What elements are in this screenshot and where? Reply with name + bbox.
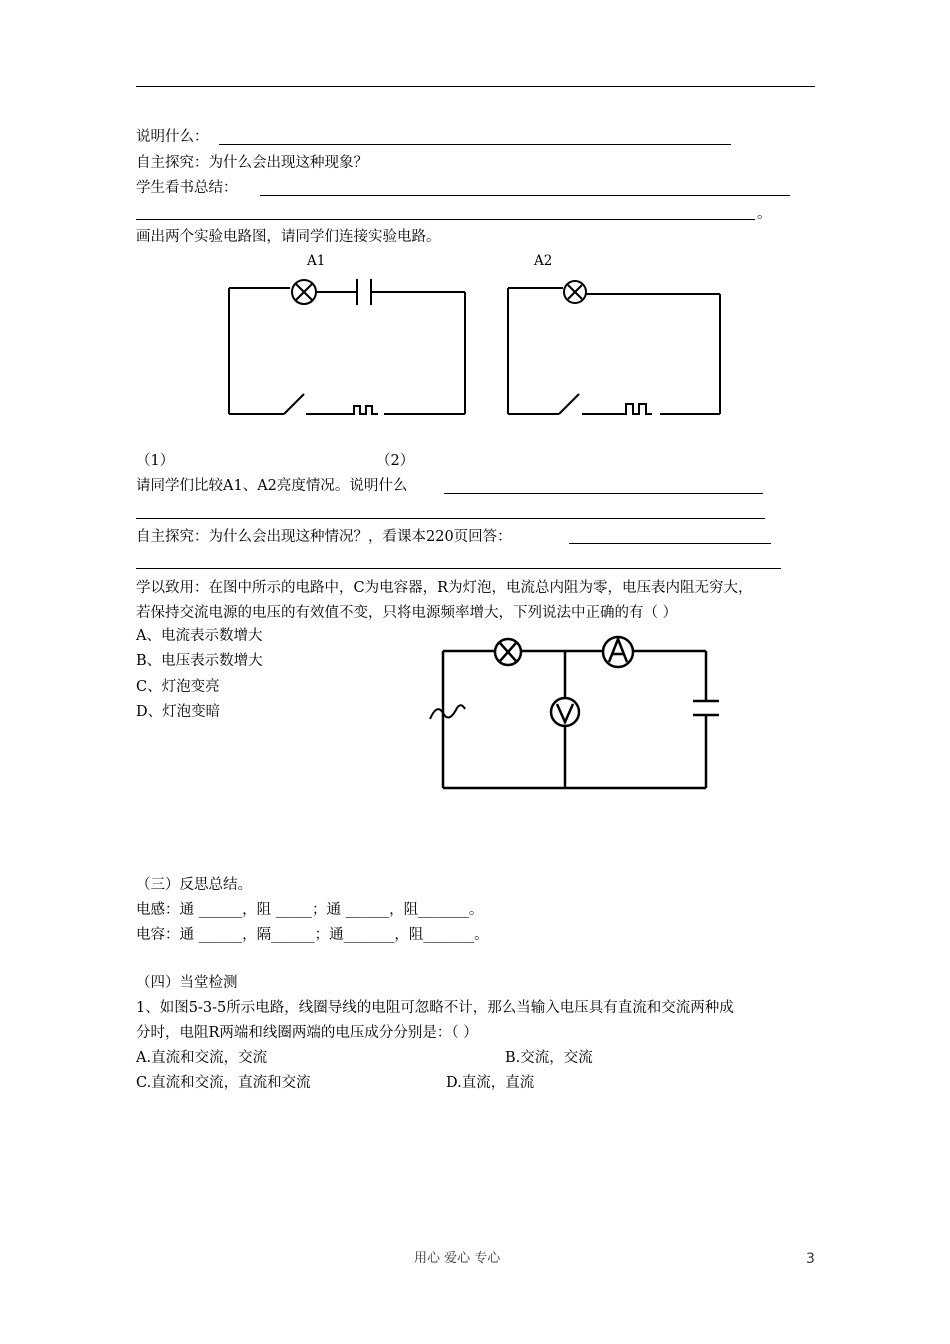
option-b: B、电压表示数增大 xyxy=(136,653,263,669)
text-line: 自主探究：为什么会出现这种情况？，看课本220页回答： xyxy=(136,529,512,545)
section-title: （三）反思总结。 xyxy=(136,877,252,893)
text-line: 说明什么： xyxy=(136,129,209,145)
text-line: 画出两个实验电路图，请同学们连接实验电路。 xyxy=(136,229,441,245)
option-d: D.直流，直流 xyxy=(446,1075,535,1091)
text-line: 学以致用：在图中所示的电路中，C为电容器，R为灯泡，电流总内阻为零，电压表内阻无穷大， xyxy=(136,580,753,596)
section-title: （四）当堂检测 xyxy=(136,975,238,991)
option-b: B.交流，交流 xyxy=(505,1050,593,1066)
option-a: A.直流和交流，交流 xyxy=(136,1050,268,1066)
text-line: 自主探究：为什么会出现这种现象？ xyxy=(136,155,368,171)
option-c: C、灯泡变亮 xyxy=(136,679,220,695)
option-c: C.直流和交流，直流和交流 xyxy=(136,1075,311,1091)
option-a: A、电流表示数增大 xyxy=(136,628,263,644)
page-number: 3 xyxy=(806,1251,815,1267)
text-line: 学生看书总结： xyxy=(136,180,238,196)
text-line: 请同学们比较A1、A2亮度情况。说明什么 xyxy=(136,478,408,494)
option-d: D、灯泡变暗 xyxy=(136,704,221,720)
ac-source-icon xyxy=(430,705,465,719)
text-line: 电容：通 ______，隔______；通_______，阻_______。 xyxy=(136,927,489,943)
text-line: 。 xyxy=(757,206,772,222)
circuit-label: A2 xyxy=(534,253,553,269)
figure-caption: （1） xyxy=(136,453,175,469)
footer-text: 用心 爱心 专心 xyxy=(414,1251,501,1266)
circuit-label: A1 xyxy=(307,253,326,269)
figure-caption: （2） xyxy=(376,453,415,469)
question-text: 1、如图5-3-5所示电路，线圈导线的电阻可忽略不计，那么当输入电压具有直流和交流两种成 xyxy=(136,1000,734,1016)
text-line: 电感：通 ______，阻 _____；通 ______，阻_______。 xyxy=(136,902,484,918)
text-line: 若保持交流电源的电压的有效值不变，只将电源频率增大，下列说法中正确的有（ ） xyxy=(136,605,678,621)
question-text: 分时，电阻R两端和线圈两端的电压成分分别是：（ ） xyxy=(136,1025,478,1041)
